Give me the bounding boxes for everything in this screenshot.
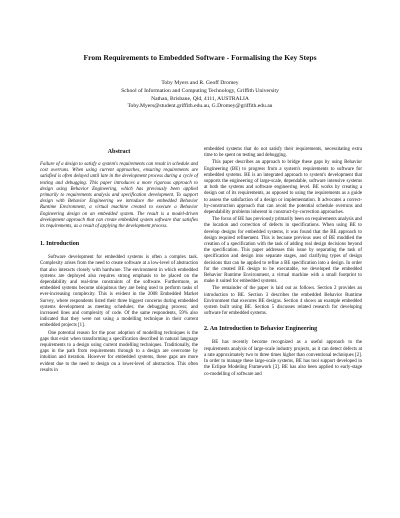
author-emails: Toby.Myers@student.griffith.edu.au, G.Dromey@griffith.edu.au (127, 103, 273, 110)
section-1-heading: 1. Introduction (40, 241, 80, 248)
author-block (60, 80, 340, 111)
right-column-paragraph: embedded systems that do not satisfy their requirements, necessitating extra time to be spent on testing and debugging. (204, 147, 362, 159)
right-column (204, 147, 362, 378)
paper-title: From Requirements to Embedded Software - Formalising the Key Steps (83, 53, 317, 62)
section-1-paragraph: Software development for embedded systems is often a complex task. Complexity arises from the need to create software at a low-level of abstraction that also interacts closely with hardware. The environment in which embedded systems are deployed also requires strong emphasis to be placed on the dependability and real-time constraints of the software. Furthermore, as embedded systems become ubiquitous they are being used to perform tasks of ever-increasing complexity. This is evident in the 2008 Embedded Market Survey, where respondents listed their three biggest concerns during embedded systems development as meeting schedules; the debugging process; and increased lines and complexity of code. Of the same respondents, 59% also indicated that they were not using a modelling technique in their current embedded projects [1]. (40, 255, 198, 329)
section-2-paragraph: BE has recently become recognized as a useful approach to the requirements analysis of large-scale industry projects, as it can detect defects at a rate approximately two to three times higher than conventional techniques [2]. In order to manage these large-scale systems, BE has tool support developed in the Eclipse Modeling Framework [3]. BE has also been applied to early-stage co-modelling of software and (204, 340, 362, 377)
section-2-heading: 2. An Introduction to Behavior Engineering (204, 326, 318, 333)
author-address: Nathan, Brisbane, Qld, 4111, AUSTRALIA (151, 95, 249, 102)
author-affiliation: School of Information and Computing Technology, Griffith University (121, 87, 279, 94)
right-column-paragraph: The focus of BE has previously primarily been on requirements analysis and the location and correction of defects in specifications. When using BE to develop designs for embedded systems, it was found that the BE approach to design required refinement. This is because previous uses of BE muddled the creation of a specification with the task of adding real design decisions beyond the specification. This paper addresses this issue by separating the task of specification and design into separate stages, and clarifying types of design decisions that can be applied to refine a BE specification into a design. In order for the created BE design to be executable, we developed the embedded Behavior Runtime Environment, a virtual machine with a small footprint to make it suited for embedded systems. (204, 217, 362, 285)
abstract-text: Failure of a design to satisfy a system's requirements can result in schedule and cost overruns. When using current approaches, ensuring requirements are satisfied is often delayed until late in the development process during a cycle of testing and debugging. This paper introduces a more rigorous approach to design using Behavior Engineering, which has previously been applied primarily to requirements analysis and specification development. To support design with Behavior Engineering we introduce the embedded Behavior Runtime Environment, a virtual machine created to execute a Behavior Engineering design on an embedded system. The result is a model-driven development approach that can create embedded system software that satisfies its requirements, as a result of applying the development process. (40, 162, 198, 230)
left-column (40, 148, 198, 374)
section-1-paragraph: One potential reason for the poor adoption of modelling techniques is the gaps that exist when transforming a specification described in natural language requirements to a design using current modelling techniques. Traditionally, the gaps in the path from requirements through to a design are overcome by intuition and iteration. However for embedded systems, these gaps are more evident due to the need to design on a lower-level of abstraction. This often results in (40, 330, 198, 373)
right-column-paragraph: This paper describes an approach to bridge these gaps by using Behavior Engineering (BE) to progress from a system's requirements to software for embedded systems. BE is an integrated approach to system's development that supports the engineering of large-scale, dependable, software intensive systems at both the systems and software engineering level. BE works by creating a design out of its requirements, as opposed to using the requirements as a guide to assess the satisfaction of a design or implementation. It advocates a correct-by-construction approach that can avoid the potential schedule overruns and dependability problems inherent in construct-by-correction approaches. (204, 160, 362, 216)
abstract-heading: Abstract (107, 149, 131, 155)
author-names: Toby Myers and R. Geoff Dromey (161, 80, 239, 86)
right-column-paragraph: The remainder of the paper is laid out as follows. Section 2 provides an introduction to BE. Section 3 describes the embedded Behavior Runtime Environment that executes BE designs. Section 4 shows an example embedded system built using BE. Section 5 discusses related research for developing software for embedded systems. (204, 286, 362, 317)
